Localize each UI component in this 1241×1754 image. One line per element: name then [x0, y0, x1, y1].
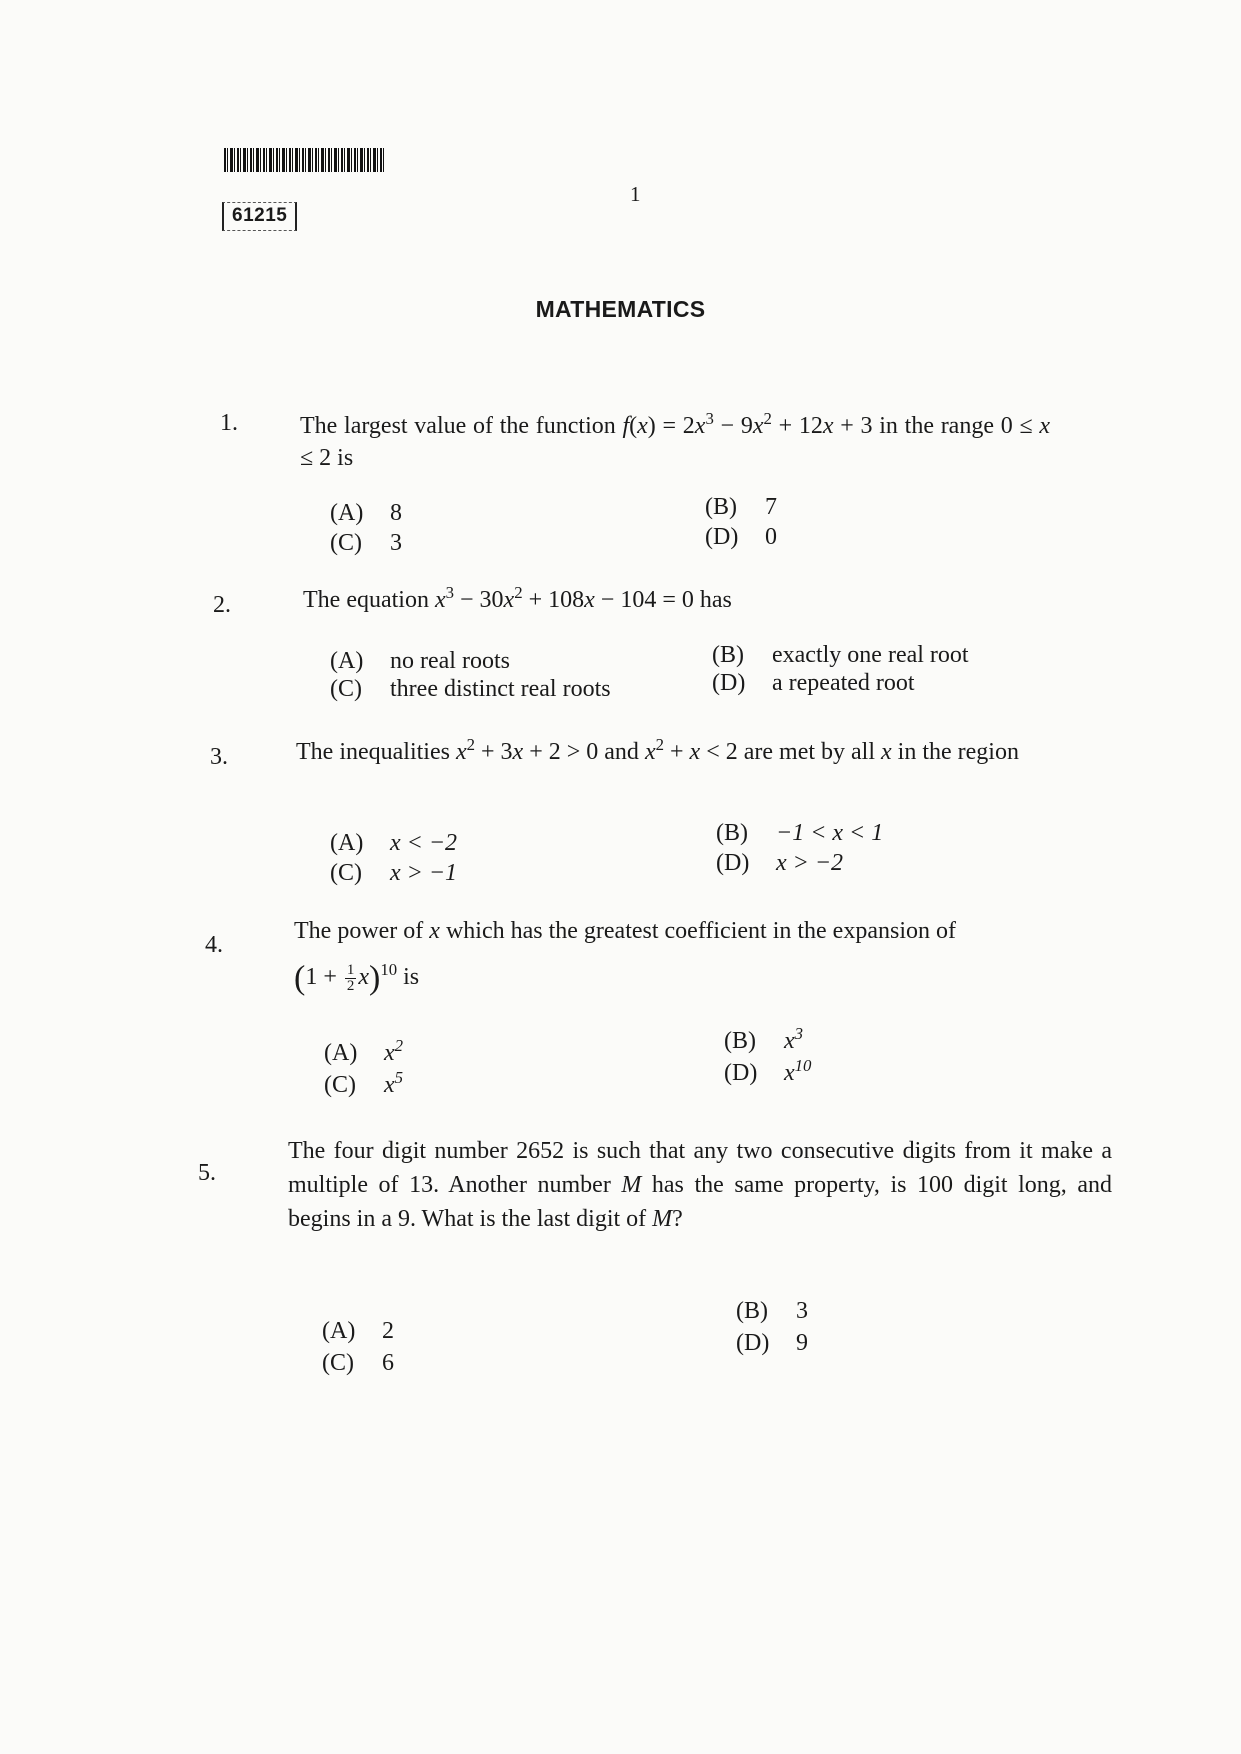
question-text: The four digit number 2652 is such that any two consecutive digits from it make a multiple of 13. Another number M has the same property, is 100 digit long, and begins in a 9. What is the last digit of M? [288, 1138, 1112, 1232]
option-a: (A) 2 [322, 1318, 394, 1344]
option-a: (A) x < −2 [330, 830, 458, 856]
option-c: (C) x > −1 [330, 860, 458, 886]
option-d: (D) a repeated root [712, 670, 915, 696]
option-b: (B) −1 < x < 1 [716, 820, 884, 846]
option-c: (C) three distinct real roots [330, 676, 611, 702]
option-c: (C) 3 [330, 530, 402, 556]
option-a: (A) 8 [330, 500, 402, 526]
question-text: The equation $x^3 - 30x^2 + 108x - 104 = 0$ has [303, 583, 732, 613]
paper-code: 61215 [222, 202, 297, 231]
question-number: 3. [210, 744, 228, 770]
option-a: (A) no real roots [330, 648, 510, 674]
question-text: The inequalities $x^2 + 3x + 2 > 0$ and $x^2 + x < 2$ are met by all x in the region [296, 735, 1019, 765]
option-a: (A) $x^2$ [324, 1036, 404, 1066]
option-d: (D) 9 [736, 1330, 808, 1356]
subject-title: MATHEMATICS [535, 296, 706, 322]
question-number: 2. [213, 592, 231, 618]
question-text: The power of x which has the greatest coefficient in the expansion of (1 + $\frac{1}{2}$ x)$^{10}$ is [294, 918, 956, 997]
option-d: (D) $x^{10}$ [724, 1056, 812, 1086]
option-c: (C) $x^5$ [324, 1068, 404, 1098]
option-b: (B) $x^3$ [724, 1024, 804, 1054]
question-number: 4. [205, 932, 223, 958]
option-b: (B) 7 [705, 494, 777, 520]
option-c: (C) 6 [322, 1350, 394, 1376]
question-number: 1. [220, 410, 238, 436]
option-b: (B) exactly one real root [712, 642, 969, 668]
barcode [224, 148, 384, 172]
page-number: 1 [630, 182, 641, 206]
option-b: (B) 3 [736, 1298, 808, 1324]
option-d: (D) 0 [705, 524, 777, 550]
question-text: The largest value of the function $f(x) = 2x^3 - 9x^2 + 12x + 3$ in the range 0 ≤ x ≤ 2 is [300, 409, 1050, 471]
option-d: (D) x > −2 [716, 850, 844, 876]
question-number: 5. [198, 1160, 216, 1186]
